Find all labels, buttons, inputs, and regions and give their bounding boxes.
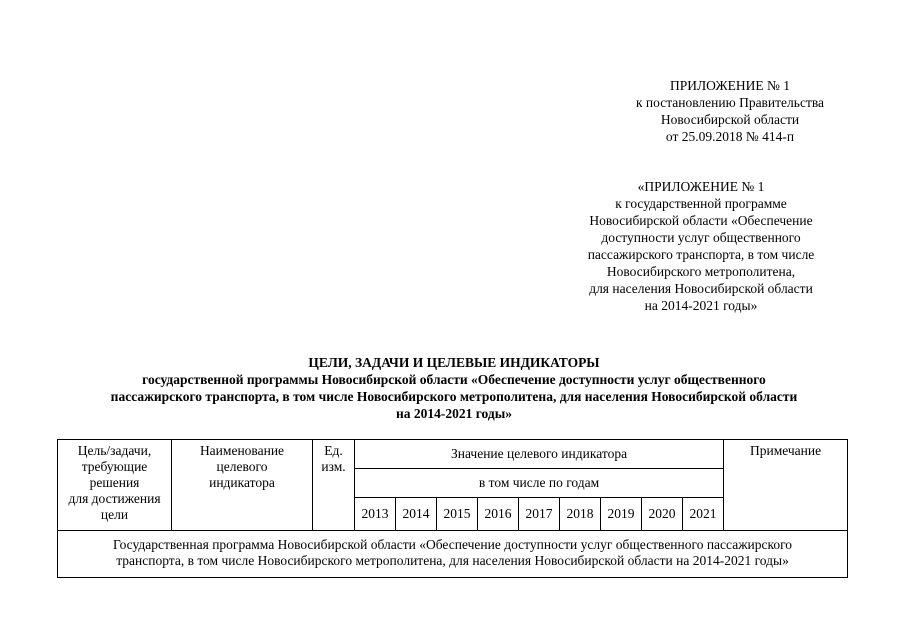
year-cell: 2013	[355, 498, 396, 531]
title-line: государственной программы Новосибирской области «Обеспечение доступности услуг общественного	[142, 372, 766, 387]
unit-header	[313, 440, 355, 531]
program-appendix-line: Новосибирского метрополитена,	[606, 264, 796, 279]
year-cell: 2015	[437, 498, 478, 531]
appendix-header	[600, 77, 860, 145]
year-cell: 2021	[683, 498, 724, 531]
program-appendix-line: к государственной программе	[615, 196, 787, 211]
program-appendix-line: на 2014-2021 годы»	[644, 298, 758, 313]
appendix-line: от 25.09.2018 № 414-п	[665, 129, 795, 144]
program-appendix-line: Новосибирской области «Обеспечение	[589, 213, 813, 228]
goal-header-line: требующие	[81, 459, 148, 474]
year-cell: 2018	[560, 498, 601, 531]
goals-table	[57, 439, 848, 578]
program-row-line: транспорта, в том числе Новосибирского метрополитена, для населения Новосибирской области на 2014-2021 годы»	[116, 553, 789, 568]
program-row	[58, 531, 848, 578]
title-line: на 2014-2021 годы»	[395, 406, 513, 421]
appendix-line: к постановлению Правительства	[635, 95, 825, 110]
unit-header-line: изм.	[321, 459, 346, 474]
program-appendix-header	[556, 178, 846, 314]
program-appendix-line: «ПРИЛОЖЕНИЕ № 1	[637, 179, 765, 194]
goal-header-line: решения	[89, 475, 140, 490]
year-cell: 2019	[601, 498, 642, 531]
goal-header-line: Цель/задачи,	[77, 443, 152, 458]
goal-header-line: для достижения	[68, 491, 161, 506]
year-cell: 2016	[478, 498, 519, 531]
indicator-name-header-line: индикатора	[209, 475, 275, 490]
appendix-line: ПРИЛОЖЕНИЕ № 1	[669, 78, 791, 93]
year-cell: 2020	[642, 498, 683, 531]
unit-header-line: Ед.	[324, 443, 343, 458]
indicator-name-header-line: целевого	[216, 459, 268, 474]
appendix-line: Новосибирской области	[660, 112, 800, 127]
year-cell: 2014	[396, 498, 437, 531]
goal-header-line: цели	[100, 507, 129, 522]
indicator-value-header: Значение целевого индикатора	[355, 440, 724, 469]
indicator-name-header	[172, 440, 313, 531]
program-row-line: Государственная программа Новосибирской области «Обеспечение доступности услуг общественного пассажирского	[112, 537, 793, 552]
goal-header	[58, 440, 172, 531]
program-appendix-line: доступности услуг общественного	[601, 230, 801, 245]
year-cell: 2017	[519, 498, 560, 531]
document-title	[60, 354, 848, 422]
program-appendix-line: пассажирского транспорта, в том числе	[587, 247, 815, 262]
indicator-name-header-line: Наименование	[199, 443, 285, 458]
by-years-header: в том числе по годам	[355, 469, 724, 498]
title-line: пассажирского транспорта, в том числе Новосибирского метрополитена, для населения Новосибирской области	[110, 389, 798, 404]
note-header: Примечание	[724, 440, 848, 531]
program-appendix-line: для населения Новосибирской области	[589, 281, 813, 296]
title-line: ЦЕЛИ, ЗАДАЧИ И ЦЕЛЕВЫЕ ИНДИКАТОРЫ	[308, 355, 600, 370]
